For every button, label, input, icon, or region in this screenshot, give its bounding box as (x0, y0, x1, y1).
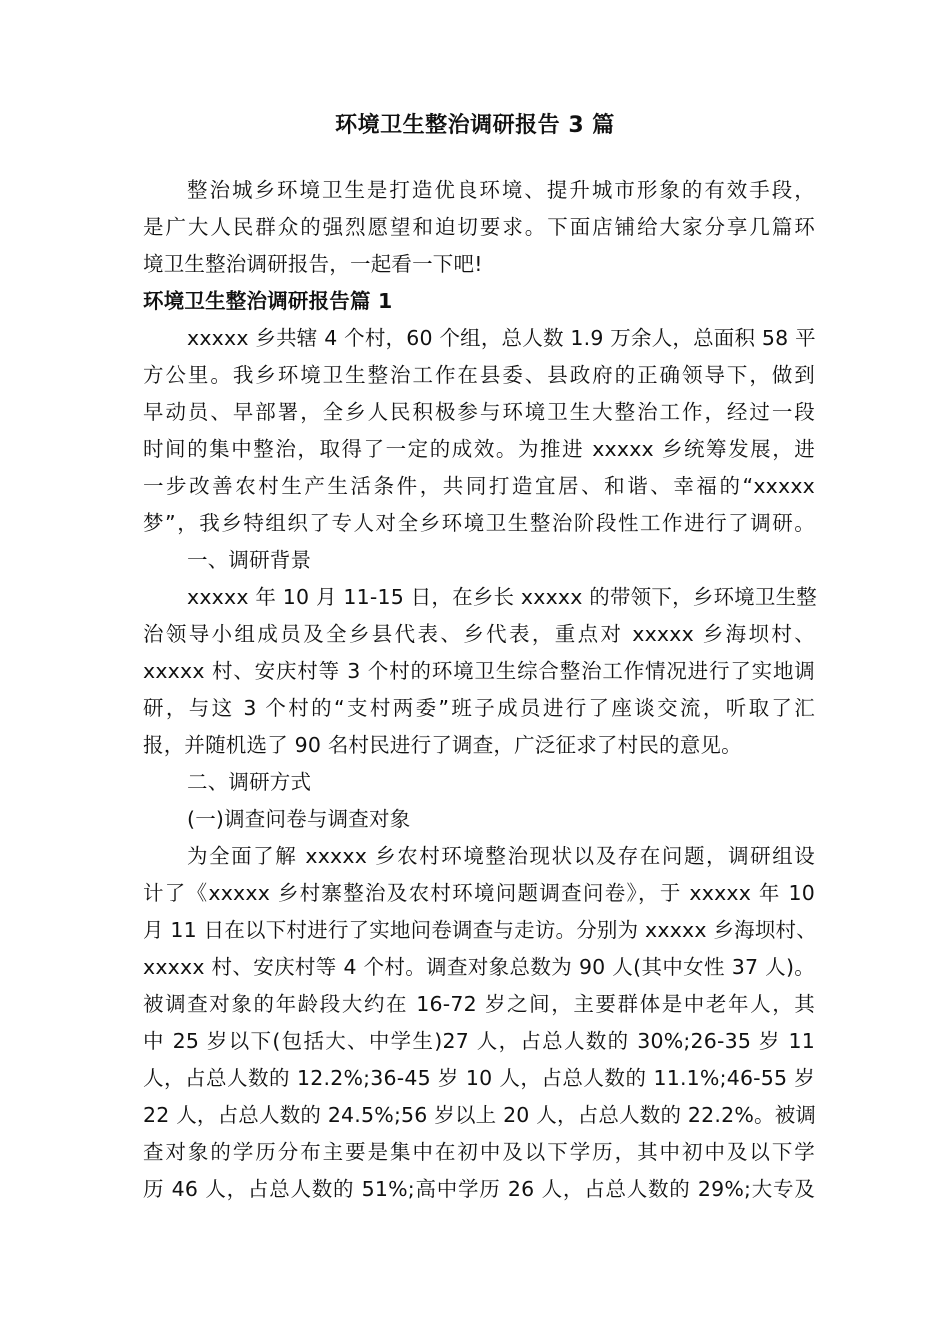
paragraph-line: 计了《xxxxx 乡村寨整治及农村环境问题调查问卷》，于 xxxxx 年 10 (143, 881, 815, 905)
paragraph-line: xxxxx 村、安庆村等 4 个村。调查对象总数为 90 人(其中女性 37 人)。 (143, 955, 815, 979)
document-title: 环境卫生整治调研报告 3 篇 (335, 113, 615, 138)
subsection-heading: (一)调查问卷与调查对象 (187, 807, 411, 831)
paragraph-line: 时间的集中整治，取得了一定的成效。为推进 xxxxx 乡统筹发展，进 (143, 437, 815, 461)
paragraph-line: 历 46 人，占总人数的 51%;高中学历 26 人，占总人数的 29%;大专及 (143, 1177, 815, 1201)
paragraph-line: 22 人，占总人数的 24.5%;56 岁以上 20 人，占总人数的 22.2%。被调 (143, 1103, 817, 1127)
paragraph-line: xxxxx 乡共辖 4 个村，60 个组，总人数 1.9 万余人，总面积 58 平 (187, 326, 816, 350)
paragraph-line: 梦”，我乡特组织了专人对全乡环境卫生整治阶段性工作进行了调研。 (143, 511, 815, 535)
paragraph-line: 报，并随机选了 90 名村民进行了调查，广泛征求了村民的意见。 (143, 733, 742, 757)
paragraph-line: 治领导小组成员及全乡县代表、乡代表，重点对 xxxxx 乡海坝村、 (143, 622, 815, 646)
paragraph-line: 是广大人民群众的强烈愿望和迫切要求。下面店铺给大家分享几篇环 (143, 215, 815, 239)
paragraph-line: 为全面了解 xxxxx 乡农村环境整治现状以及存在问题，调研组设 (187, 844, 815, 868)
paragraph-line: 月 11 日在以下村进行了实地问卷调查与走访。分别为 xxxxx 乡海坝村、 (143, 918, 817, 942)
section-heading: 环境卫生整治调研报告篇 1 (143, 289, 393, 313)
paragraph-line: 一步改善农村生产生活条件，共同打造宜居、和谐、幸福的“xxxxx (143, 474, 815, 498)
paragraph-line: 方公里。我乡环境卫生整治工作在县委、县政府的正确领导下，做到 (143, 363, 815, 387)
paragraph-line: 境卫生整治调研报告，一起看一下吧! (143, 252, 483, 276)
paragraph-line: 查对象的学历分布主要是集中在初中及以下学历，其中初中及以下学 (143, 1140, 815, 1164)
paragraph-line: 早动员、早部署，全乡人民积极参与环境卫生大整治工作，经过一段 (143, 400, 815, 424)
paragraph-line: 人，占总人数的 12.2%;36-45 岁 10 人，占总人数的 11.1%;46-55 岁 (143, 1066, 815, 1090)
paragraph-line: 被调查对象的年龄段大约在 16-72 岁之间，主要群体是中老年人，其 (143, 992, 815, 1016)
paragraph-line: 中 25 岁以下(包括大、中学生)27 人，占总人数的 30%;26-35 岁 11 (143, 1029, 815, 1053)
paragraph-line: xxxxx 年 10 月 11-15 日，在乡长 xxxxx 的带领下，乡环境卫生整 (187, 585, 817, 609)
subsection-heading: 一、调研背景 (187, 548, 312, 572)
paragraph-line: 研，与这 3 个村的“支村两委”班子成员进行了座谈交流，听取了汇 (143, 696, 815, 720)
document-body (143, 172, 815, 1208)
subsection-heading: 二、调研方式 (187, 770, 312, 794)
paragraph-line: xxxxx 村、安庆村等 3 个村的环境卫生综合整治工作情况进行了实地调 (143, 659, 815, 683)
paragraph-line: 整治城乡环境卫生是打造优良环境、提升城市形象的有效手段， (187, 178, 815, 202)
